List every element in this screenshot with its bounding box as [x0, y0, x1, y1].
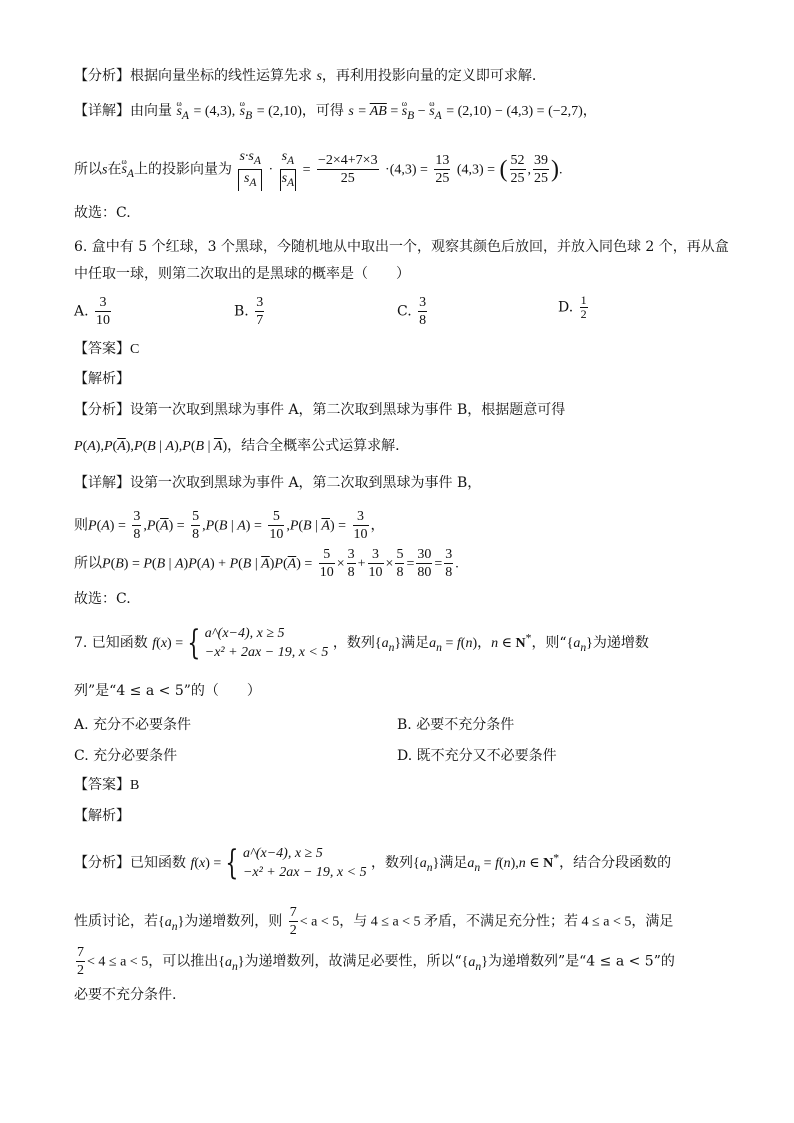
projection-line: 所以s在ω $s_A$上的投影向量为 $\frac{s\cdot s_A}{s_A}$ · $\frac{s_A}{s_A}$ = $\frac{-2\times 4+7\times 3}{25}$ ·(4,3) = $\frac{13}{25}$ (4,3) = ( $\frac{52}{25}$ , $\frac{39}{25}$ ).	[74, 148, 563, 191]
q6-option-d: D. $\frac{1}{2}$	[558, 293, 587, 321]
q6-total-prob: 所以P(B) = P(B | A)P(A) + P(B | $\overline{A})P(\overline{A})$ = $\frac{5}{10}$ × $\frac{3}{8}$ + $\frac{3}{10}$ × $\frac{5}{8}$ = $\frac{30}{80}$ = $\frac{3}{8}$ .	[74, 547, 459, 580]
q6-jiexi: 【解析】	[74, 371, 130, 387]
vector-s: s	[316, 69, 322, 84]
q7-stem: 7. 已知函数 f(x) = { a^(x−4), x ≥ 5 −x² + 2ax − 19, x < 5 ，数列$\{a_n\}$满足$a_n = f(n)$，n ∈ N*，则“$\{a_n\}$为递增数	[74, 623, 649, 663]
q6-stem-1: 6. 盒中有 5 个红球，3 个黑球，今随机地从中取出一个，观察其颜色后放回，并放入同色球 2 个，再从盒	[74, 239, 729, 255]
q6-detail: 【详解】设第一次取到黑球为事件 A，第二次取到黑球为事件 B，	[74, 475, 482, 491]
q7-analysis-2: 性质讨论，若$\{a_n\}$为递增数列，则 $\frac{7}{2}$ < a < 5，与 4 ≤ a < 5 矛盾，不满足充分性；若 4 ≤ a < 5，满足	[74, 905, 674, 938]
q7-jiexi: 【解析】	[74, 808, 130, 824]
q7-stem-2: 列”是“4 ≤ a < 5”的（ ）	[74, 683, 261, 699]
q7-option-a: A. 充分不必要条件	[74, 717, 192, 733]
q6-stem-2: 中任取一球，则第二次取出的是黑球的概率是（ ）	[74, 266, 410, 282]
q6-analysis: 【分析】设第一次取到黑球为事件 A，第二次取到黑球为事件 B，根据题意可得	[74, 402, 566, 418]
analysis-line: 【分析】根据向量坐标的线性运算先求 s，再利用投影向量的定义即可求解.	[74, 68, 537, 84]
choice-line: 故选：C.	[74, 205, 131, 221]
analysis-tag: 【分析】	[74, 68, 130, 84]
q6-option-c: C. $\frac{3}{8}$	[397, 295, 427, 328]
q7-analysis-4: 必要不充分条件.	[74, 987, 177, 1003]
q6-analysis-2: $P(A),P(\overline{A}),P(B$ | A),P(B | $\overline{A}$)，结合全概率公式运算求解.	[74, 438, 400, 454]
q7-analysis: 【分析】已知函数 f(x) = { a^(x−4), x ≥ 5 −x² + 2ax − 19, x < 5 ，数列$\{a_n\}$满足$a_n = f(n),n$ ∈ N*，结合分段函数的	[74, 843, 672, 883]
q7-answer: 【答案】B	[74, 777, 140, 793]
q7-option-b: B. 必要不充分条件	[397, 717, 515, 733]
q6-choice: 故选：C.	[74, 591, 131, 607]
q7-option-c: C. 充分必要条件	[74, 748, 178, 764]
q6-option-a: A. $\frac{3}{10}$	[74, 295, 111, 328]
detail-line: 【详解】由向量 ω $s_A = (4,3)$, ω $s_B = (2,10)$，可得 $s = \overline{AB} = \omega$ $s_B - \omega$ $s_A = (2,10) - (4,3) = (-2,7)$，	[74, 102, 597, 125]
q7-option-d: D. 既不充分又不必要条件	[397, 748, 557, 764]
q6-option-b: B. $\frac{3}{7}$	[234, 295, 264, 328]
q7-analysis-3: $\frac{7}{2}$ < 4 ≤ a < 5，可以推出$\{a_n\}$为递增数列，故满足必要性，所以“$\{a_n\}$为递增数列”是“4 ≤ a < 5”的	[77, 945, 675, 978]
q6-answer: 【答案】C	[74, 341, 140, 357]
q6-detail-probs: 则P(A) = $\frac{3}{8}$ $,P(\overline{A})$ = $\frac{5}{8}$ ,P(B | A) = $\frac{5}{10}$ ,P(B | $\overline{A}$) = $\frac{3}{10}$ ，	[74, 509, 385, 542]
